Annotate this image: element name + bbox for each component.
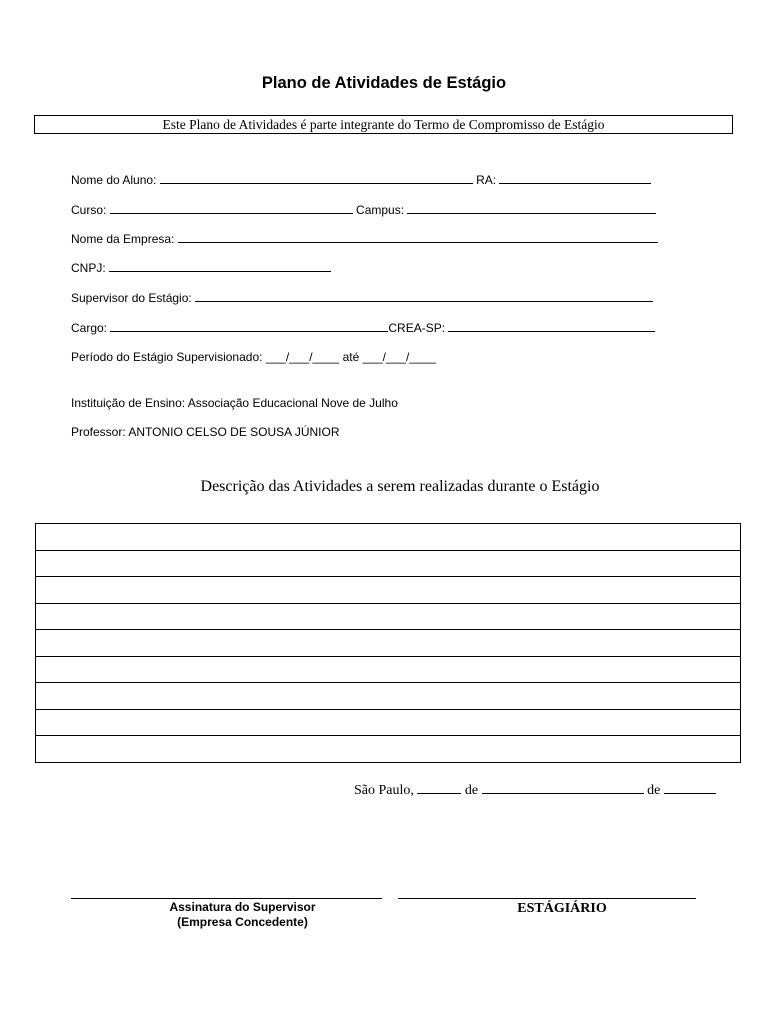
activity-cell[interactable] bbox=[36, 656, 741, 683]
field-row-cargo bbox=[71, 320, 655, 336]
input-periodo-fim[interactable]: ___/___/____ bbox=[362, 350, 436, 364]
activity-cell[interactable] bbox=[36, 683, 741, 710]
label-cnpj: CNPJ: bbox=[71, 261, 106, 275]
supervisor-signature-label bbox=[71, 900, 414, 930]
label-supervisor: Supervisor do Estágio: bbox=[71, 291, 192, 305]
field-row-periodo bbox=[71, 349, 436, 365]
activity-row bbox=[36, 603, 741, 630]
supervisor-label-line2: (Empresa Concedente) bbox=[177, 915, 308, 929]
activity-cell[interactable] bbox=[36, 709, 741, 736]
label-ra: RA: bbox=[476, 173, 497, 187]
label-crea: CREA-SP: bbox=[388, 321, 446, 335]
input-year[interactable] bbox=[664, 781, 716, 794]
activity-row bbox=[36, 683, 741, 710]
input-periodo-inicio[interactable]: ___/___/____ bbox=[265, 350, 340, 364]
activity-row bbox=[36, 709, 741, 736]
label-ate: até bbox=[342, 350, 360, 364]
input-curso[interactable] bbox=[110, 202, 353, 214]
input-month[interactable] bbox=[482, 781, 644, 794]
input-supervisor[interactable] bbox=[195, 290, 653, 302]
label-de-1: de bbox=[464, 783, 479, 798]
input-crea[interactable] bbox=[448, 320, 655, 332]
activity-cell[interactable] bbox=[36, 550, 741, 577]
descricao-title: Descrição das Atividades a serem realizadas durante o Estágio bbox=[200, 478, 600, 495]
estagiario-signature-line[interactable] bbox=[398, 898, 696, 899]
input-cnpj[interactable] bbox=[109, 260, 331, 272]
field-row-cnpj bbox=[71, 260, 331, 276]
label-campus: Campus: bbox=[356, 203, 405, 217]
instituicao-text: Instituição de Ensino: Associação Educacional Nove de Julho bbox=[71, 396, 398, 410]
input-campus[interactable] bbox=[407, 202, 656, 214]
input-ra[interactable] bbox=[499, 172, 651, 184]
banner-box: Este Plano de Atividades é parte integrante do Termo de Compromisso de Estágio bbox=[34, 115, 733, 134]
activity-row bbox=[36, 524, 741, 551]
activity-cell[interactable] bbox=[36, 630, 741, 657]
activity-row bbox=[36, 630, 741, 657]
label-curso: Curso: bbox=[71, 203, 107, 217]
input-cargo[interactable] bbox=[110, 320, 388, 332]
activities-table bbox=[35, 523, 741, 763]
label-cargo: Cargo: bbox=[71, 321, 108, 335]
page-title: Plano de Atividades de Estágio bbox=[261, 74, 507, 92]
activity-cell[interactable] bbox=[36, 524, 741, 551]
input-empresa[interactable] bbox=[178, 231, 658, 243]
activity-cell[interactable] bbox=[36, 736, 741, 763]
supervisor-label-line1: Assinatura do Supervisor bbox=[169, 900, 316, 914]
supervisor-signature-line[interactable] bbox=[71, 898, 382, 899]
professor-text: Professor: ANTONIO CELSO DE SOUSA JÚNIOR bbox=[71, 425, 340, 439]
activity-row bbox=[36, 736, 741, 763]
label-periodo: Período do Estágio Supervisionado: bbox=[71, 350, 263, 364]
activity-row bbox=[36, 550, 741, 577]
label-de-2: de bbox=[647, 783, 661, 798]
estagiario-signature-label: ESTÁGIÁRIO bbox=[517, 901, 607, 916]
field-row-empresa bbox=[71, 231, 658, 247]
activity-cell[interactable] bbox=[36, 577, 741, 604]
city-label: São Paulo, bbox=[354, 783, 414, 798]
activity-row bbox=[36, 656, 741, 683]
field-row-curso bbox=[71, 202, 656, 218]
activity-cell[interactable] bbox=[36, 603, 741, 630]
field-row-aluno bbox=[71, 172, 651, 188]
input-day[interactable] bbox=[417, 781, 461, 794]
activity-row bbox=[36, 577, 741, 604]
label-empresa: Nome da Empresa: bbox=[71, 232, 175, 246]
date-line bbox=[354, 781, 716, 799]
field-row-supervisor bbox=[71, 290, 653, 306]
label-nome-aluno: Nome do Aluno: bbox=[71, 173, 157, 187]
input-nome-aluno[interactable] bbox=[160, 172, 473, 184]
